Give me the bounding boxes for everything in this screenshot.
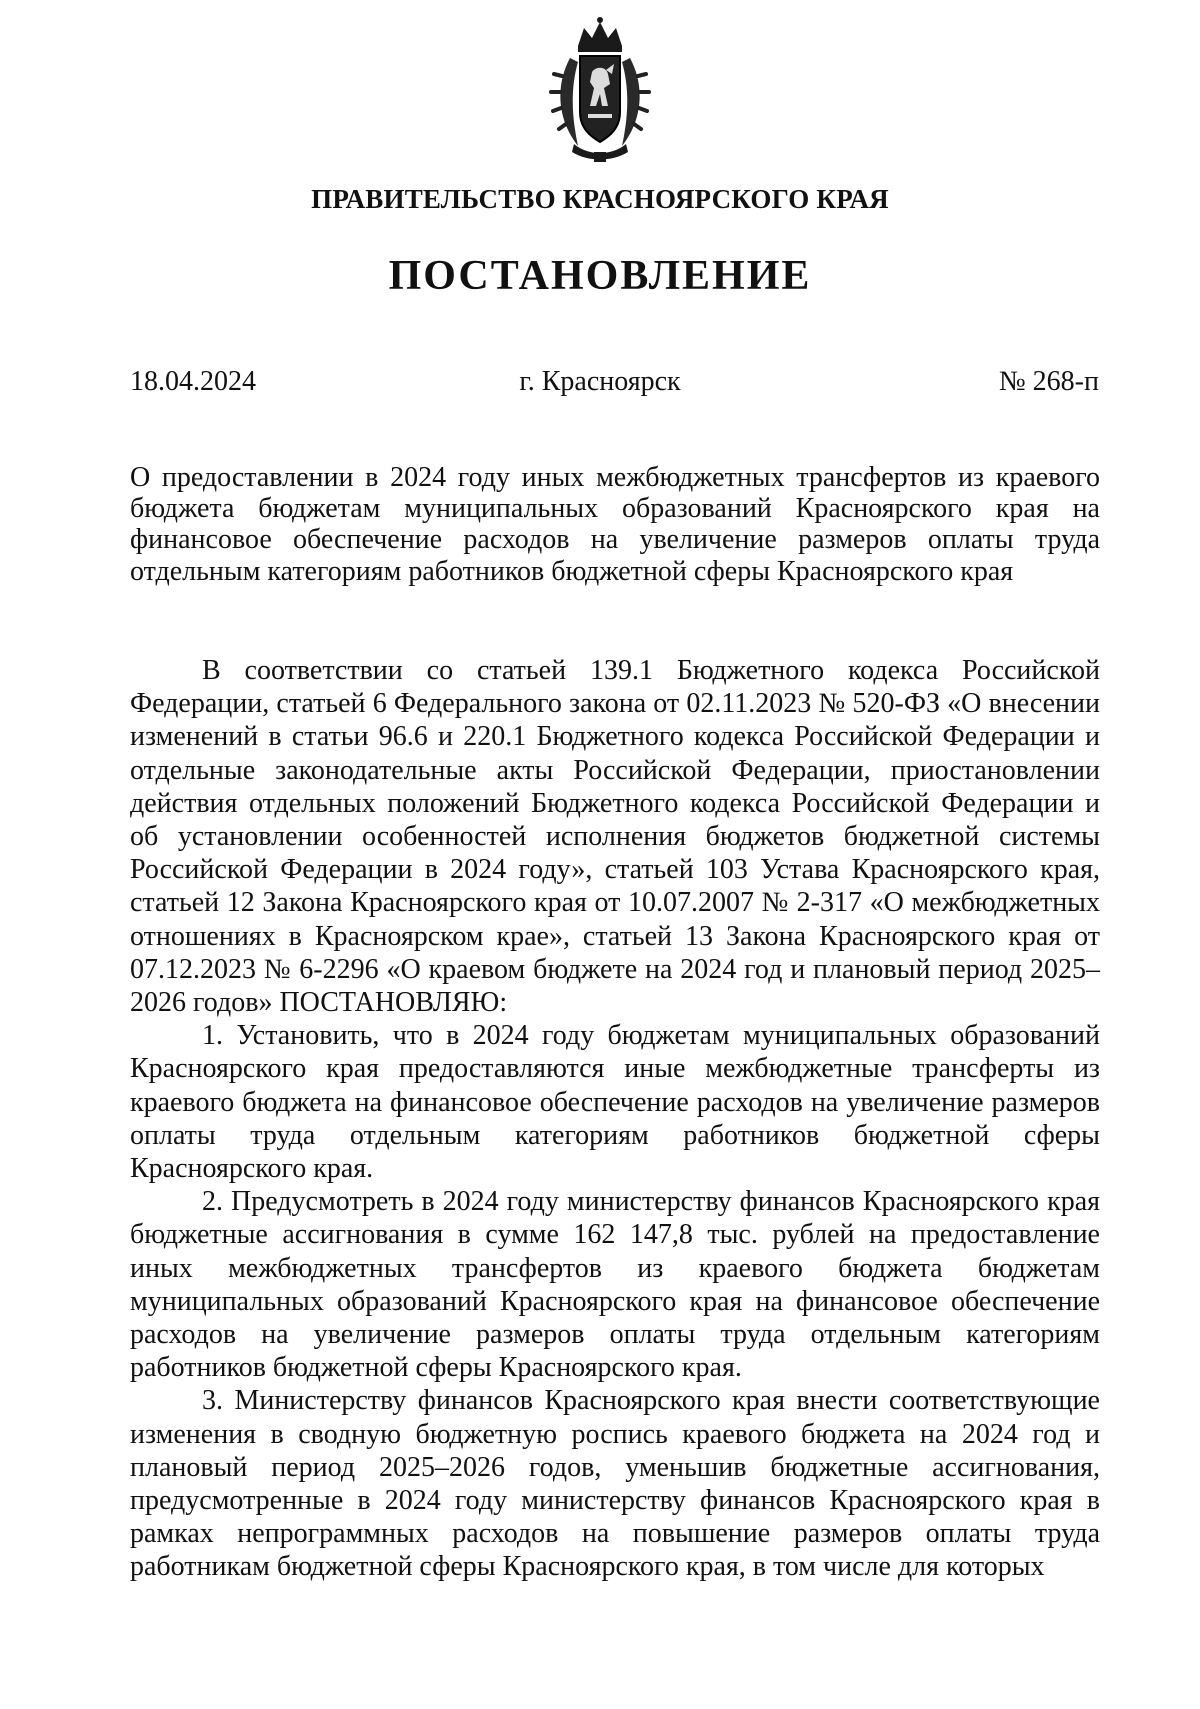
item-paragraph-2: 2. Предусмотреть в 2024 году министерству финансов Красноярского края бюджетные ассигнования в сумме 162 147,8 тыс. рублей на предоставление иных межбюджетных трансфертов из краевого бюджета бюджетам муниципальных образований Красноярского края на финансовое обеспечение расходов на увеличение размеров оплаты труда отдельным категориям работников бюджетной сферы Красноярского края. [130,1186,1100,1384]
document-type: ПОСТАНОВЛЕНИЕ [388,253,812,299]
document-date: 18.04.2024 [130,366,256,397]
document-body [130,654,1100,1584]
coat-of-arms-icon [548,14,652,164]
item-paragraph-3: 3. Министерству финансов Красноярского края внести соответствующие изменения в сводную бюджетную роспись краевого бюджета на 2024 год и плановый период 2025–2026 годов, уменьшив бюджетные ассигнования, предусмотренные в 2024 году министерству финансов Красноярского края в рамках непрограммных расходов на повышение размеров оплаты труда работникам бюджетной сферы Красноярского края, в том числе для которых [130,1385,1100,1583]
organization-name: ПРАВИТЕЛЬСТВО КРАСНОЯРСКОГО КРАЯ [311,184,889,214]
document-number: № 268-п [998,366,1099,397]
document-subject: О предоставлении в 2024 году иных межбюджетных трансфертов из краевого бюджета бюджетам муниципальных образований Красноярского края на финансовое обеспечение расходов на увеличение размеров оплаты труда отдельным категориям работников бюджетной сферы Красноярского края [130,462,1100,587]
item-paragraph-1: 1. Установить, что в 2024 году бюджетам муниципальных образований Красноярского края предоставляются иные межбюджетные трансферты из краевого бюджета на финансовое обеспечение расходов на увеличение размеров оплаты труда отдельным категориям работников бюджетной сферы Красноярского края. [130,1020,1100,1185]
preamble-paragraph: В соответствии со статьей 139.1 Бюджетного кодекса Российской Федерации, статьей 6 Федерального закона от 02.11.2023 № 520-ФЗ «О внесении изменений в статьи 96.6 и 220.1 Бюджетного кодекса Российской Федерации и отдельные законодательные акты Российской Федерации, приостановлении действия отдельных положений Бюджетного кодекса Российской Федерации и об установлении особенностей исполнения бюджетов бюджетной системы Российской Федерации в 2024 году», статьей 103 Устава Красноярского края, статьей 12 Закона Красноярского края от 10.07.2007 № 2-317 «О межбюджетных отношениях в Красноярском крае», статьей 13 Закона Красноярского края от 07.12.2023 № 6-2296 «О краевом бюджете на 2024 год и плановый период 2025–2026 годов» ПОСТАНОВЛЯЮ: [130,655,1100,1019]
document-city: г. Красноярск [519,366,681,397]
